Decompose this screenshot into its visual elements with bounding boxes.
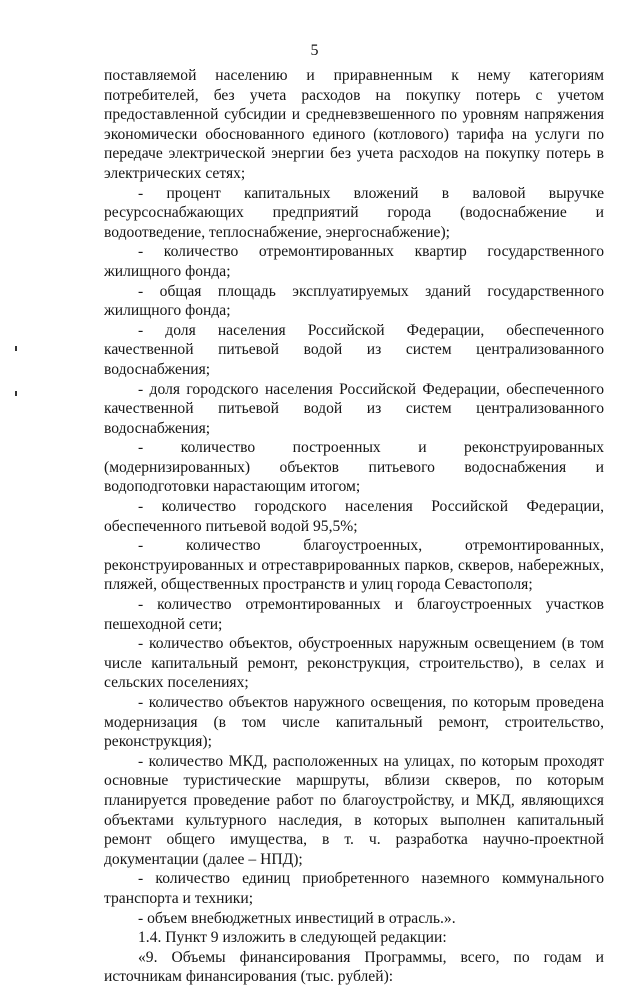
list-item: - количество городского населения Российской Федерации, обеспеченного питьевой водой 95,5%; <box>104 498 604 535</box>
margin-mark <box>15 346 17 351</box>
list-item: - объем внебюджетных инвестиций в отрасль.». <box>138 909 456 927</box>
list-item: - количество объектов наружного освещения, по которым проведена модернизация (в том числе капитальный ремонт, строительство, реконструкция); <box>104 694 604 751</box>
list-item: - количество построенных и реконструированных (модернизированных) объектов питьевого водоснабжения и водоподготовки нарастающим итогом; <box>104 439 604 496</box>
paragraph: 1.4. Пункт 9 изложить в следующей редакции: <box>138 929 447 947</box>
list-item: - количество отремонтированных и благоустроенных участков пешеходной сети; <box>104 596 604 633</box>
paragraph: «9. Объемы финансирования Программы, всего, по годам и источникам финансирования (тыс. рублей): <box>104 948 604 986</box>
list-item: - количество МКД, расположенных на улицах, по которым проходят основные туристические маршруты, вблизи скверов, по которым планируется проведение работ по благоустройству, и МКД, являющихся объектами культурного наследия, в которых выполнен капитальный ремонт общего имущества, в т. ч. разработка научно-проектной документации (далее – НПД); <box>104 752 604 868</box>
list-item: - доля городского населения Российской Федерации, обеспеченного качественной питьевой водой из систем централизованного водоснабжения; <box>104 380 604 437</box>
margin-mark <box>15 391 17 396</box>
list-item: - доля населения Российской Федерации, обеспеченного качественной питьевой водой из систем централизованного водоснабжения; <box>104 321 604 378</box>
list-item: - количество единиц приобретенного наземного коммунального транспорта и техники; <box>104 870 604 907</box>
page-number: 5 <box>310 42 319 59</box>
list-item: - общая площадь эксплуатируемых зданий государственного жилищного фонда; <box>104 282 604 320</box>
paragraph: поставляемой населению и приравненным к нему категориям потребителей, без учета расходов на покупку потерь с учетом предоставленной субсидии и средневзвешенного по уровням напряжения экономически обоснованного единого (котлового) тарифа на услуги по передаче электрической энергии без учета расходов на покупку потерь в электрических сетях; <box>104 67 604 182</box>
list-item: - количество благоустроенных, отремонтированных, реконструированных и отреставрированных парков, скверов, набережных, пляжей, общественных пространств и улиц города Севастополя; <box>104 537 604 594</box>
document-body <box>104 66 604 987</box>
list-item: - процент капитальных вложений в валовой выручке ресурсоснабжающих предприятий города (водоснабжение и водоотведение, теплоснабжение, энергоснабжение); <box>104 184 604 241</box>
list-item: - количество объектов, обустроенных наружным освещением (в том числе капитальный ремонт, реконструкция, строительство), в селах и сельских поселениях; <box>104 635 604 692</box>
list-item: - количество отремонтированных квартир государственного жилищного фонда; <box>104 243 604 280</box>
